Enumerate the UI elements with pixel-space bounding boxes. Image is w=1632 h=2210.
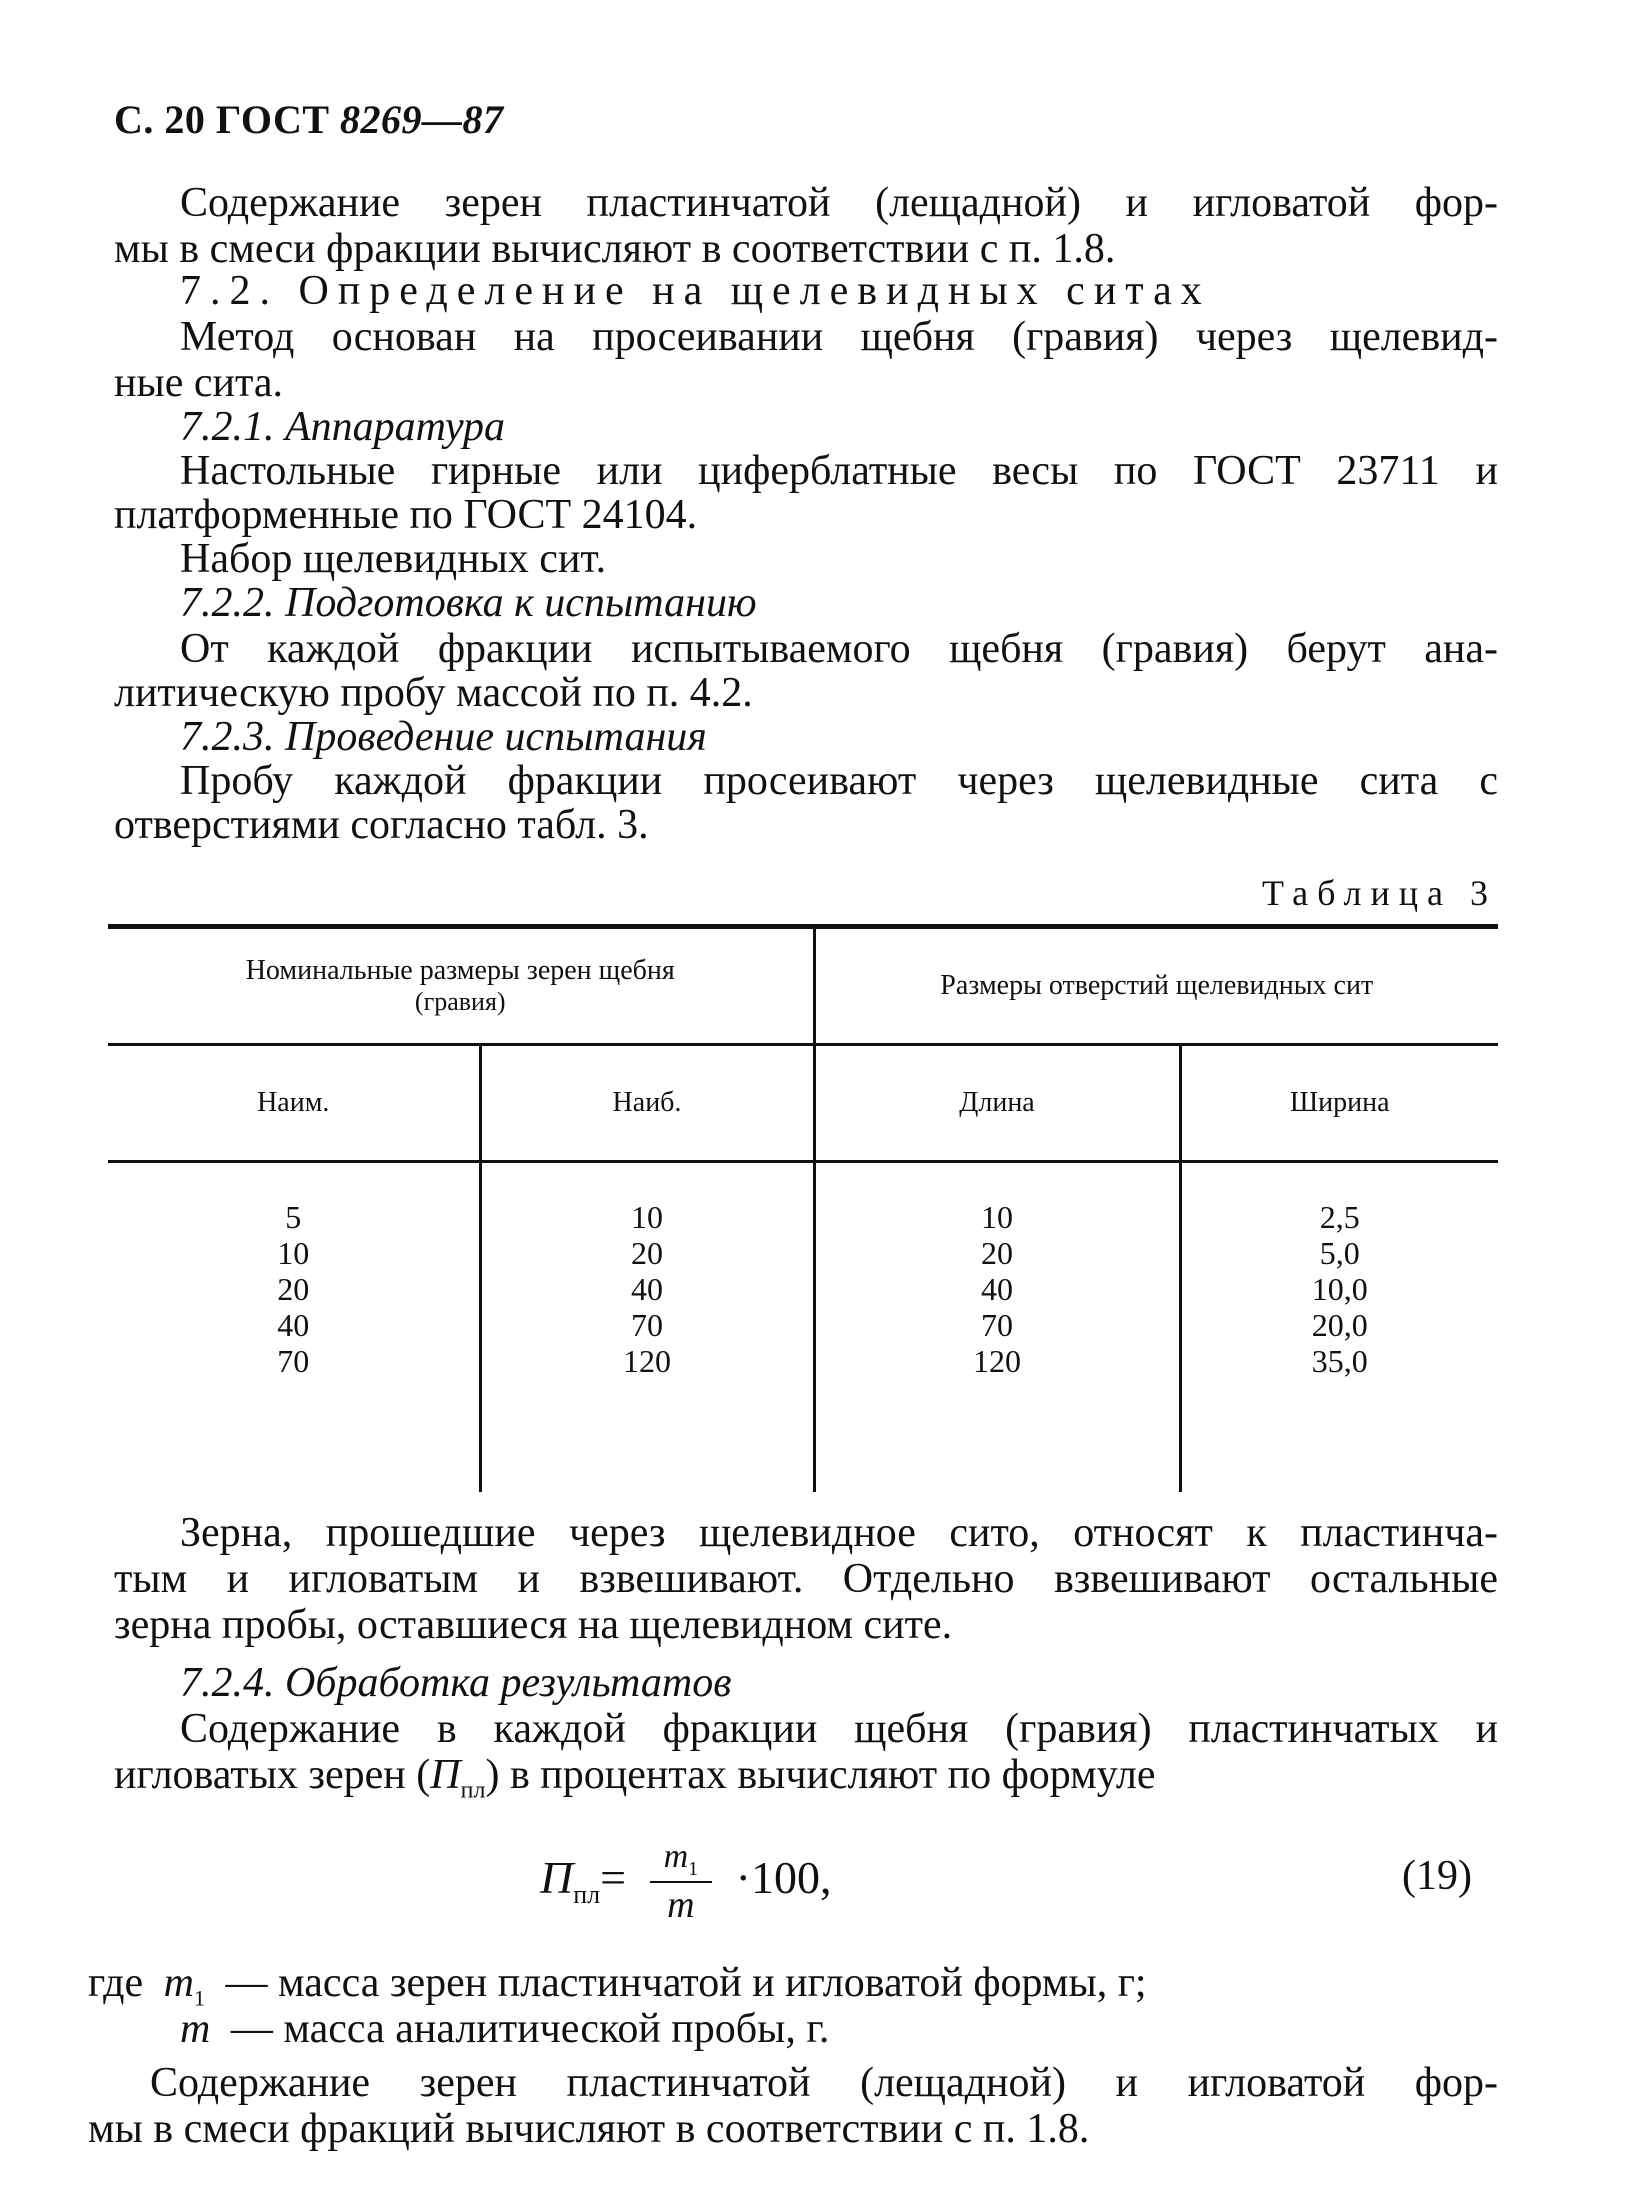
- formula-denominator: m: [650, 1881, 713, 1927]
- col-header-min: Наим.: [108, 1045, 480, 1162]
- table-3: [108, 924, 1498, 1492]
- cell-min-3: 20: [277, 1271, 310, 1307]
- where-m1-sub: 1: [194, 1985, 205, 2011]
- after-table-line-1: Зерна, прошедшие через щелевидное сито, относят к пластинча-: [180, 1510, 1498, 1556]
- s724-line-2-b: ) в процентах вычисляют по формуле: [485, 1752, 1156, 1798]
- table-group-header-row: [108, 927, 1498, 1045]
- s722-line-1: От каждой фракции испытываемого щебня (гравия) берут ана-: [180, 626, 1498, 672]
- after-table-line-3: зерна пробы, оставшиеся на щелевидном сите.: [114, 1602, 953, 1648]
- page-header: [114, 96, 504, 143]
- col-header-max: Наиб.: [480, 1045, 814, 1162]
- formula-tail: ·100,: [735, 1851, 832, 1903]
- header-prefix: С. 20 ГОСТ: [114, 97, 330, 142]
- formula-lhs-sub: пл: [573, 1880, 601, 1910]
- s723-heading: 7.2.3. Проведение испытания: [180, 714, 707, 760]
- cell-min-1: 5: [285, 1199, 302, 1235]
- cell-len-4: 70: [981, 1307, 1013, 1343]
- symbol-p: П: [430, 1752, 461, 1798]
- cell-wid-1: 2,5: [1319, 1199, 1360, 1235]
- s723-line-1: Пробу каждой фракции просеивают через щелевидные сита с: [180, 758, 1498, 804]
- where-m-desc: — масса аналитической пробы, г.: [230, 2006, 830, 2052]
- formula-equals: =: [600, 1851, 627, 1903]
- s721-line-1: Настольные гирные или циферблатные весы по ГОСТ 23711 и: [180, 448, 1498, 494]
- cell-wid-3: 10,0: [1311, 1271, 1368, 1307]
- s724-line-2: [114, 1752, 1155, 1813]
- col-length-values: [814, 1162, 1180, 1493]
- section-7-2-heading: 7.2. Определение на щелевидных ситах: [180, 268, 1211, 314]
- final-line-2: мы в смеси фракций вычисляют в соответствии с п. 1.8.: [88, 2106, 1090, 2152]
- intro-line-1: Содержание зерен пластинчатой (лещадной) и игловатой фор-: [180, 180, 1498, 226]
- s722-heading: 7.2.2. Подготовка к испытанию: [180, 580, 757, 626]
- symbol-p-sub: пл: [460, 1777, 486, 1804]
- after-table-line-2: тым и игловатым и взвешивают. Отдельно взвешивают остальные: [114, 1556, 1498, 1602]
- s724-heading: 7.2.4. Обработка результатов: [180, 1660, 732, 1706]
- where-lead: где: [88, 1960, 144, 2006]
- where-m-symbol: m: [180, 2006, 211, 2052]
- cell-max-3: 40: [631, 1271, 663, 1307]
- cell-wid-4: 20,0: [1311, 1307, 1368, 1343]
- cell-len-3: 40: [981, 1271, 1013, 1307]
- numerator-sub: 1: [688, 1857, 699, 1880]
- s721-heading: 7.2.1. Аппаратура: [180, 404, 506, 450]
- where-m1-letter: m: [163, 1960, 194, 2006]
- where-line-2: [180, 2006, 829, 2052]
- table-caption: Таблица 3: [1262, 873, 1497, 913]
- table-group-header-nominal: [108, 927, 814, 1045]
- cell-min-2: 10: [277, 1235, 310, 1271]
- cell-len-5: 120: [973, 1343, 1021, 1379]
- equation-number: (19): [1402, 1853, 1472, 1899]
- col-header-width: Ширина: [1180, 1045, 1498, 1162]
- col-header-length: Длина: [814, 1045, 1180, 1162]
- numerator-symbol: m: [663, 1838, 689, 1875]
- cell-min-5: 70: [277, 1343, 310, 1379]
- group1-line-1: Номинальные размеры зерен щебня: [245, 955, 675, 986]
- table-column-header-row: [108, 1045, 1498, 1162]
- cell-max-5: 120: [623, 1343, 671, 1379]
- cell-len-1: 10: [981, 1199, 1013, 1235]
- table-group-header-openings: Размеры отверстий щелевидных сит: [814, 927, 1498, 1045]
- method-line-2: ные сита.: [114, 360, 283, 406]
- s722-line-2: литическую пробу массой по п. 4.2.: [114, 670, 753, 716]
- s723-line-2: отверстиями согласно табл. 3.: [114, 802, 649, 848]
- cell-wid-2: 5,0: [1319, 1235, 1360, 1271]
- cell-max-4: 70: [631, 1307, 663, 1343]
- formula-fraction: [650, 1838, 713, 1927]
- method-line-1: Метод основан на просеивании щебня (гравия) через щелевид-: [180, 314, 1498, 360]
- s721-line-2: платформенные по ГОСТ 24104.: [114, 492, 698, 538]
- where-m1-desc: — масса зерен пластинчатой и игловатой формы, г;: [225, 1960, 1147, 2006]
- header-number: 8269—87: [340, 97, 504, 142]
- group1-line-2: (гравия): [414, 987, 506, 1016]
- cell-min-4: 40: [277, 1307, 310, 1343]
- cell-len-2: 20: [981, 1235, 1013, 1271]
- final-line-1: Содержание зерен пластинчатой (лещадной) и игловатой фор-: [150, 2060, 1498, 2106]
- cell-max-1: 10: [631, 1199, 663, 1235]
- formula-lhs: П: [540, 1851, 574, 1903]
- cell-wid-5: 35,0: [1311, 1343, 1368, 1379]
- where-m1-symbol: [163, 1960, 205, 2011]
- cell-max-2: 20: [631, 1235, 663, 1271]
- col-min-values: [108, 1162, 480, 1493]
- s724-line-1: Содержание в каждой фракции щебня (гравия) пластинчатых и: [180, 1706, 1498, 1752]
- table-body-row: [108, 1162, 1498, 1493]
- s721-line-3: Набор щелевидных сит.: [180, 536, 607, 582]
- col-max-values: [480, 1162, 814, 1493]
- formula-numerator: [650, 1838, 713, 1881]
- col-width-values: [1180, 1162, 1498, 1493]
- s724-line-2-a: игловатых зерен (: [114, 1752, 431, 1798]
- formula-19: [540, 1838, 831, 1927]
- intro-line-2: мы в смеси фракции вычисляют в соответствии с п. 1.8.: [114, 226, 1116, 272]
